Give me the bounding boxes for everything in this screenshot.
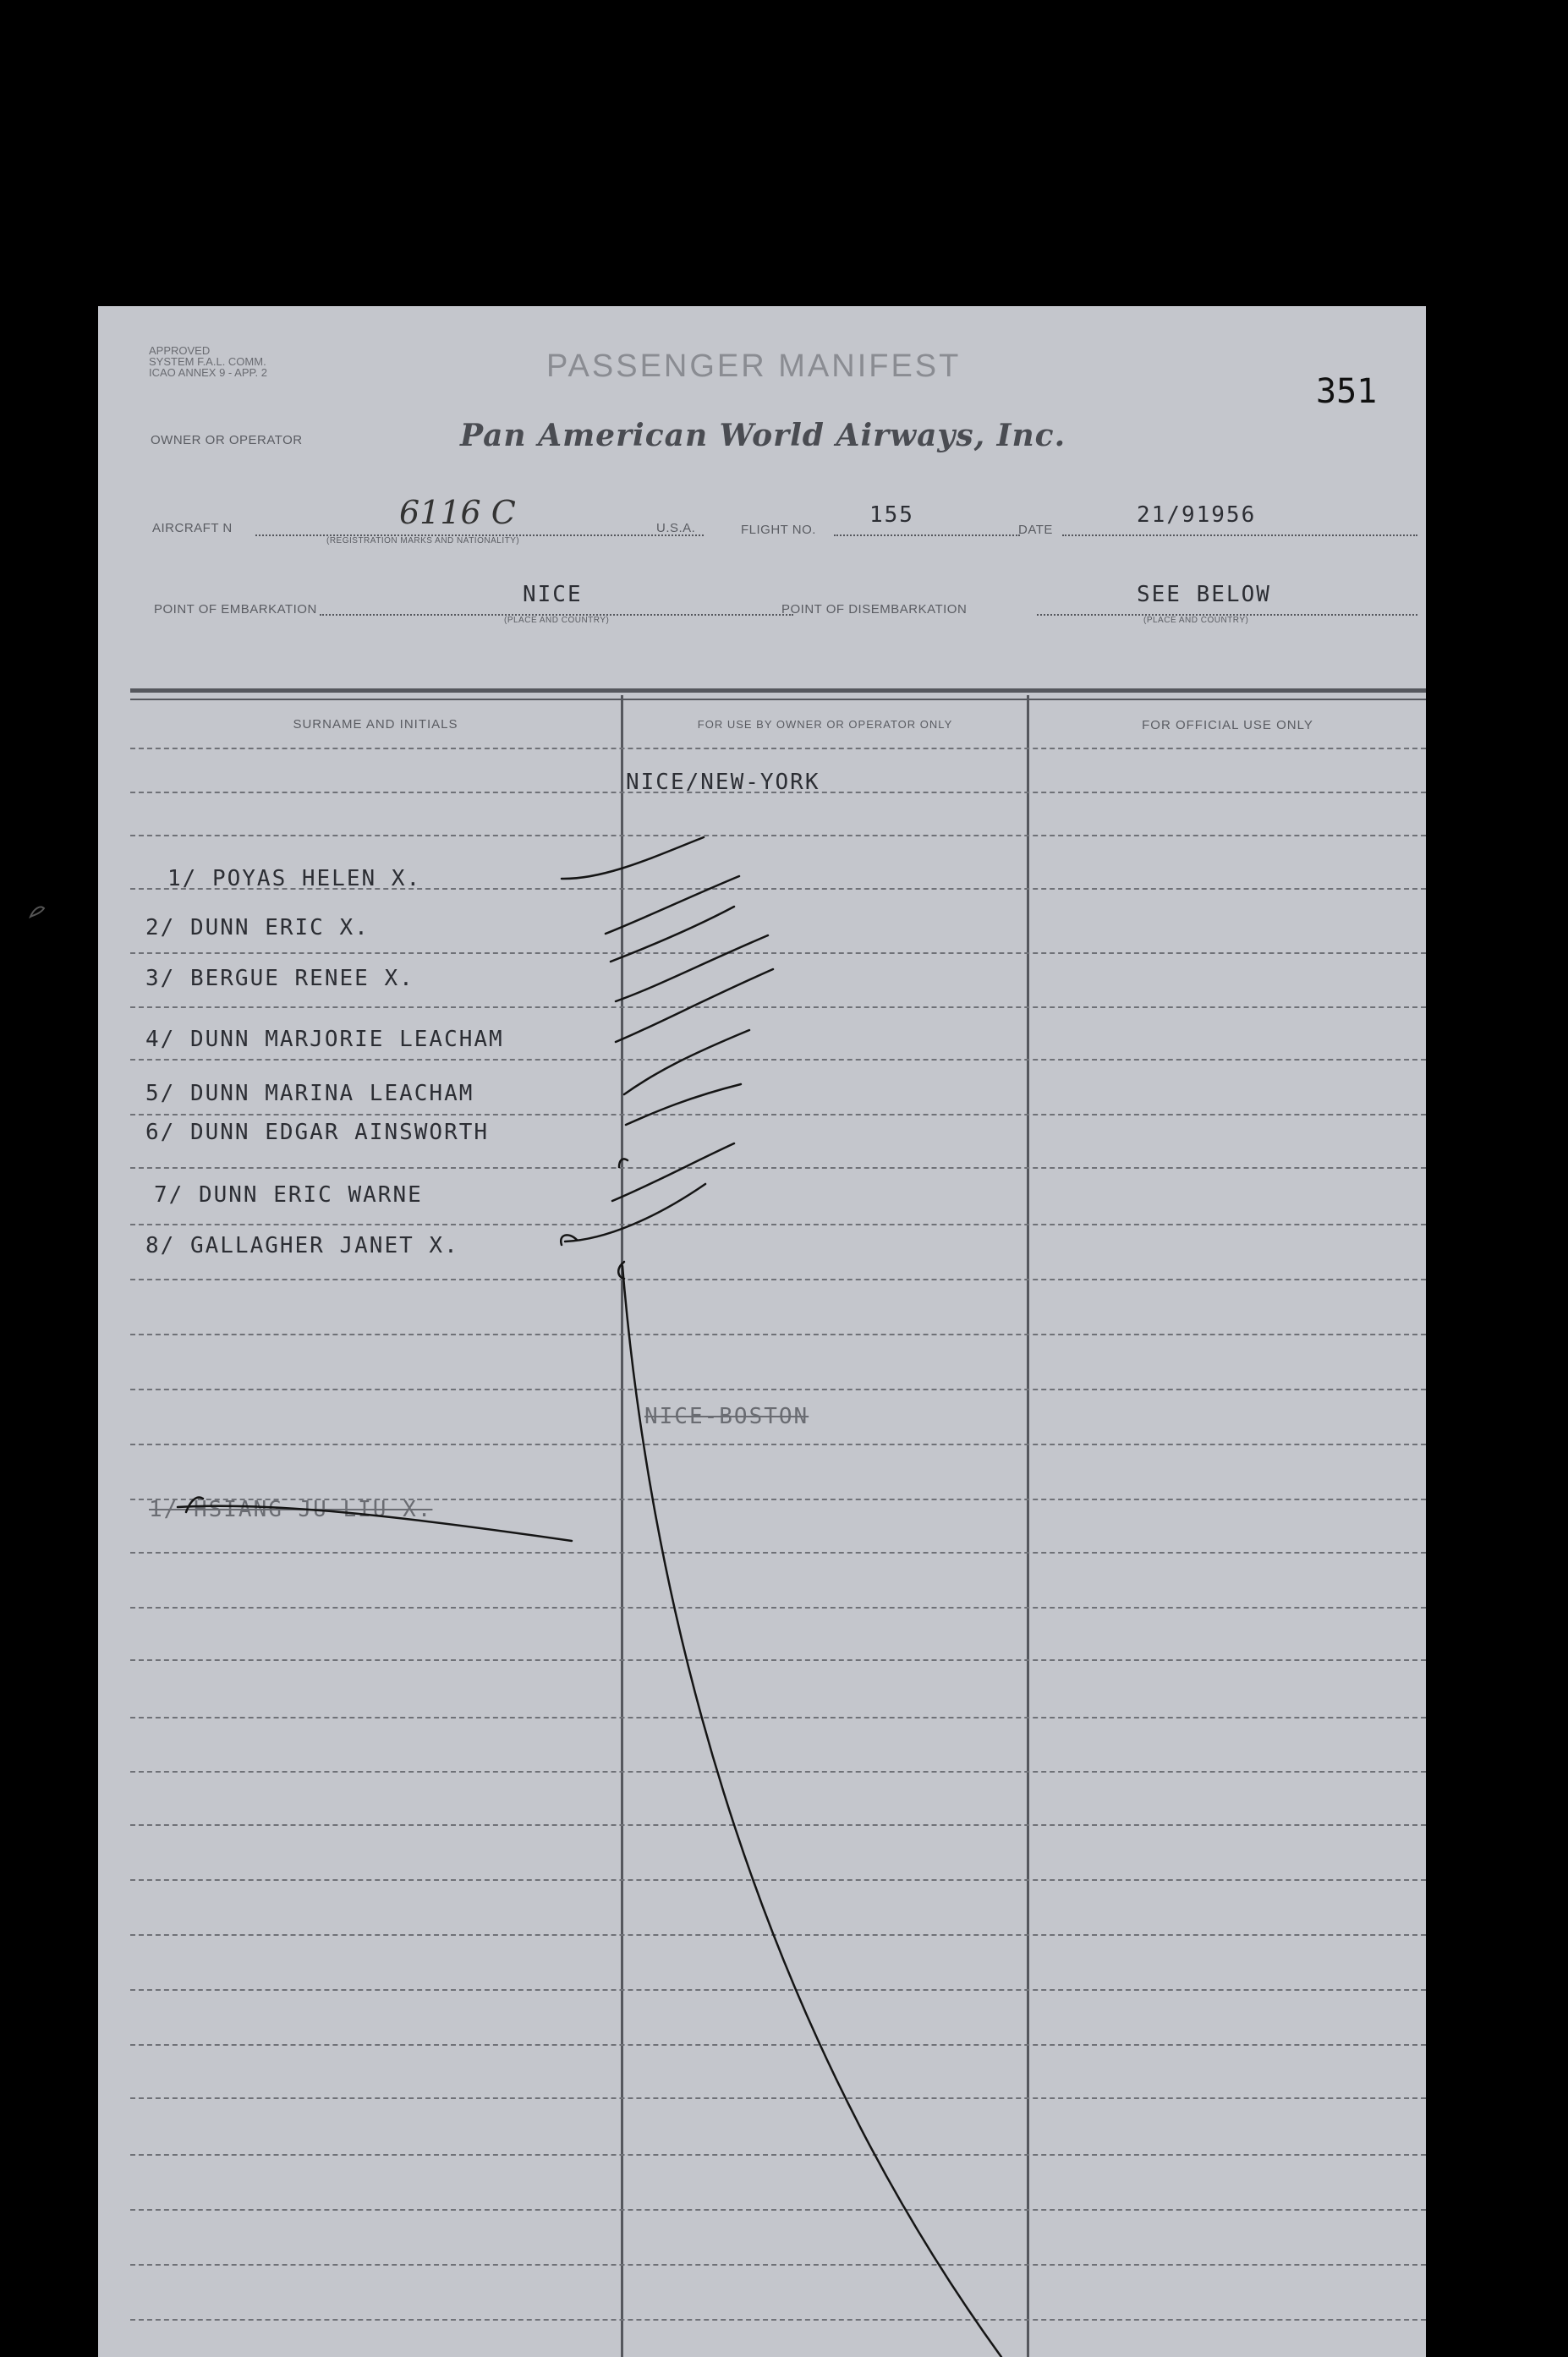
passenger-entry: 8/ GALLAGHER JANET X.	[145, 1233, 459, 1258]
owner-label: OWNER OR OPERATOR	[151, 433, 303, 447]
passenger-entry: 3/ BERGUE RENEE X.	[145, 966, 414, 991]
column-header-surname: SURNAME AND INITIALS	[293, 717, 458, 732]
place-caption-2: (PLACE AND COUNTRY)	[1143, 616, 1249, 625]
approval-line: ICAO ANNEX 9 - APP. 2	[149, 366, 267, 379]
check-mark	[565, 1184, 705, 1242]
passenger-entry: 4/ DUNN MARJORIE LEACHAM	[145, 1027, 504, 1052]
usa-label: U.S.A.	[656, 521, 696, 535]
handwritten-marks	[98, 306, 1426, 2357]
passenger-entry: 7/ DUNN ERIC WARNE	[154, 1182, 423, 1208]
long-stroke	[622, 1266, 1001, 2357]
column-header-official: FOR OFFICIAL USE ONLY	[1142, 718, 1313, 732]
check-mark	[624, 1030, 749, 1094]
check-mark	[616, 935, 768, 1001]
form-title: PASSENGER MANIFEST	[546, 348, 962, 384]
page-number: 351	[1316, 372, 1378, 411]
check-mark	[562, 837, 704, 879]
place-caption: (PLACE AND COUNTRY)	[504, 616, 610, 625]
route-nice-new-york: NICE/NEW-YORK	[626, 770, 820, 795]
disembarkation-label: POINT OF DISEMBARKATION	[781, 602, 968, 617]
aircraft-value: 6116 C	[399, 494, 516, 531]
column-header-operator: FOR USE BY OWNER OR OPERATOR ONLY	[697, 718, 953, 731]
approval-line: SYSTEM F.A.L. COMM.	[149, 355, 266, 368]
margin-mark	[27, 900, 47, 924]
registration-caption: (REGISTRATION MARKS AND NATIONALITY)	[326, 536, 520, 545]
check-mark	[611, 907, 734, 962]
approval-line: APPROVED	[149, 344, 211, 357]
strike-line	[178, 1506, 572, 1541]
strike-mark	[186, 1498, 203, 1512]
boston-passenger-entry: 1/ HSIANG JU LIU X.	[149, 1497, 433, 1522]
passenger-entry: 6/ DUNN EDGAR AINSWORTH	[145, 1120, 490, 1145]
date-value: 21/91956	[1137, 502, 1257, 528]
passenger-entry: 1/ POYAS HELEN X.	[167, 866, 422, 891]
embarkation-label: POINT OF EMBARKATION	[154, 602, 317, 617]
route-nice-boston: NICE-BOSTON	[644, 1404, 809, 1429]
check-mark	[606, 876, 739, 934]
check-mark	[619, 1159, 628, 1167]
owner-value: Pan American World Airways, Inc.	[460, 418, 1066, 453]
margin-mark-icon	[27, 900, 47, 920]
passenger-entry: 5/ DUNN MARINA LEACHAM	[145, 1081, 474, 1106]
aircraft-label: AIRCRAFT N	[152, 521, 233, 535]
flight-label: FLIGHT NO.	[741, 523, 816, 537]
date-label: DATE	[1018, 523, 1053, 537]
manifest-sheet	[98, 306, 1426, 2357]
flight-value: 155	[869, 502, 914, 528]
disembarkation-value: SEE BELOW	[1137, 582, 1271, 607]
passenger-entry: 2/ DUNN ERIC X.	[145, 915, 370, 940]
embarkation-value: NICE	[523, 582, 583, 607]
check-mark	[612, 1143, 734, 1201]
check-mark	[626, 1084, 741, 1125]
